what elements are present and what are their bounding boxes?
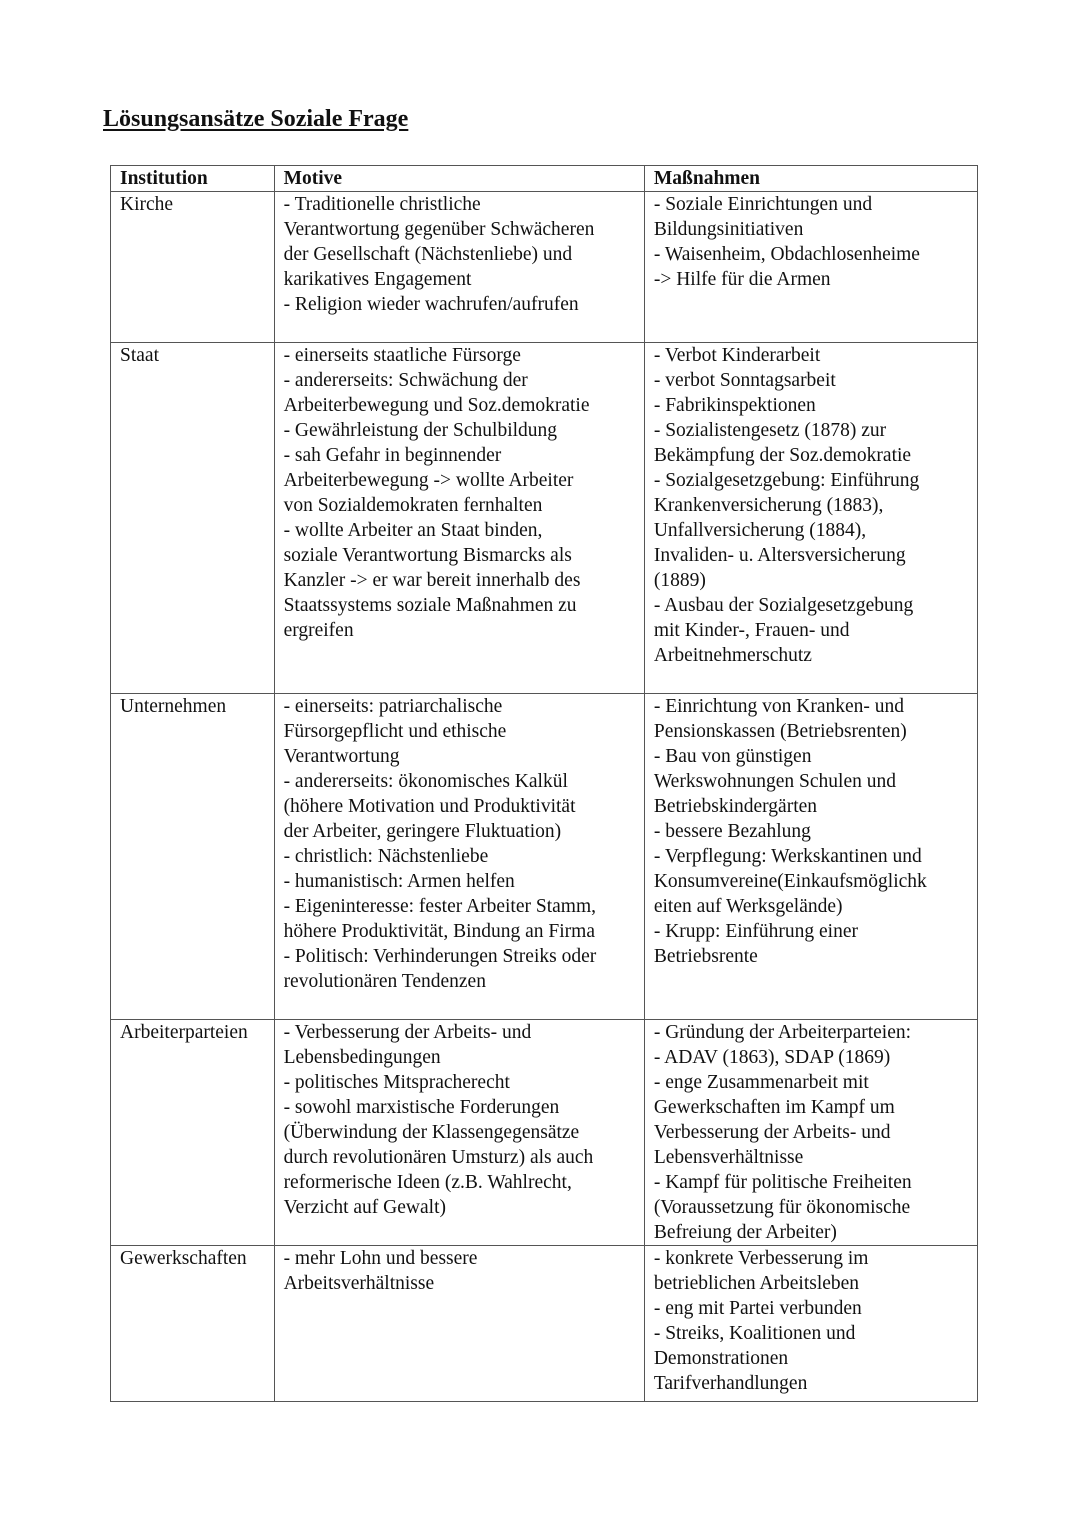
massnahmen-line: Bildungsinitiativen	[653, 219, 804, 240]
massnahmen-line: - Einrichtung von Kranken- und	[653, 696, 905, 717]
cell-institution: Arbeiterparteien	[111, 1020, 275, 1246]
motive-line: Staatssystems soziale Maßnahmen zu	[283, 595, 577, 616]
cell-motive	[274, 694, 644, 1020]
motive-line: Verzicht auf Gewalt)	[283, 1197, 446, 1218]
table-row	[111, 192, 978, 343]
massnahmen-line: - Krupp: Einführung einer	[653, 921, 858, 942]
motive-line: der Gesellschaft (Nächstenliebe) und	[283, 244, 573, 265]
motive-line: - andererseits: ökonomisches Kalkül	[283, 771, 568, 792]
massnahmen-line: - konkrete Verbesserung im	[653, 1248, 869, 1269]
cell-institution: Unternehmen	[111, 694, 275, 1020]
table-row	[111, 1246, 978, 1402]
cell-motive	[274, 192, 644, 343]
motive-line: Verantwortung gegenüber Schwächeren	[283, 219, 595, 240]
motive-line: Arbeiterbewegung und Soz.demokratie	[283, 395, 590, 416]
massnahmen-line: - Ausbau der Sozialgesetzgebung	[653, 595, 914, 616]
motive-line: - Verbesserung der Arbeits- und	[283, 1022, 532, 1043]
massnahmen-line: Befreiung der Arbeiter)	[653, 1222, 837, 1243]
cell-massnahmen	[644, 1246, 977, 1402]
motive-line: - Traditionelle christliche	[283, 194, 481, 215]
header-institution: Institution	[111, 166, 275, 192]
massnahmen-line: Tarifverhandlungen	[653, 1373, 808, 1394]
massnahmen-line: Verbesserung der Arbeits- und	[653, 1122, 891, 1143]
motive-line: revolutionären Tendenzen	[283, 971, 486, 992]
cell-institution: Staat	[111, 343, 275, 694]
motive-line: - einerseits: patriarchalische	[283, 696, 503, 717]
massnahmen-line: Bekämpfung der Soz.demokratie	[653, 445, 912, 466]
motive-line: (höhere Motivation und Produktivität	[283, 796, 576, 817]
massnahmen-line: Invaliden- u. Altersversicherung	[653, 545, 906, 566]
massnahmen-line: Betriebsrente	[653, 946, 758, 967]
motive-line: - politisches Mitspracherecht	[283, 1072, 510, 1093]
motive-line: - Religion wieder wachrufen/aufrufen	[283, 294, 579, 315]
motive-line: (Überwindung der Klassengegensätze	[283, 1122, 580, 1143]
motive-line: Verantwortung	[283, 746, 400, 767]
motive-line: - humanistisch: Armen helfen	[283, 871, 515, 892]
table-header-row	[111, 166, 978, 192]
massnahmen-line: - Sozialistengesetz (1878) zur	[653, 420, 887, 441]
motive-line: soziale Verantwortung Bismarcks als	[283, 545, 572, 566]
motive-line: - sowohl marxistische Forderungen	[283, 1097, 560, 1118]
massnahmen-line: eiten auf Werksgelände)	[653, 896, 843, 917]
massnahmen-line: (1889)	[653, 570, 706, 591]
massnahmen-line: - Streiks, Koalitionen und	[653, 1323, 856, 1344]
cell-motive	[274, 343, 644, 694]
motive-line: - mehr Lohn und bessere	[283, 1248, 478, 1269]
massnahmen-line: Unfallversicherung (1884),	[653, 520, 867, 541]
header-motive: Motive	[274, 166, 644, 192]
page-title: Lösungsansätze Soziale Frage	[103, 106, 409, 132]
massnahmen-line: - Soziale Einrichtungen und	[653, 194, 873, 215]
motive-line: ergreifen	[283, 620, 354, 641]
massnahmen-line: Werkswohnungen Schulen und	[653, 771, 896, 792]
massnahmen-line: -> Hilfe für die Armen	[653, 269, 831, 290]
massnahmen-line: - enge Zusammenarbeit mit	[653, 1072, 869, 1093]
motive-line: reformerische Ideen (z.B. Wahlrecht,	[283, 1172, 572, 1193]
motive-line: - Eigeninteresse: fester Arbeiter Stamm,	[283, 896, 597, 917]
massnahmen-line: - Gründung der Arbeiterparteien:	[653, 1022, 912, 1043]
massnahmen-line: - eng mit Partei verbunden	[653, 1298, 862, 1319]
motive-line: - wollte Arbeiter an Staat binden,	[283, 520, 543, 541]
massnahmen-line: - Fabrikinspektionen	[653, 395, 816, 416]
motive-line: - einerseits staatliche Fürsorge	[283, 345, 521, 366]
cell-massnahmen	[644, 1020, 977, 1246]
solutions-table	[110, 165, 978, 1402]
motive-line: höhere Produktivität, Bindung an Firma	[283, 921, 595, 942]
motive-line: Arbeiterbewegung -> wollte Arbeiter	[283, 470, 574, 491]
motive-line: Kanzler -> er war bereit innerhalb des	[283, 570, 581, 591]
massnahmen-line: - Bau von günstigen	[653, 746, 812, 767]
massnahmen-line: - Sozialgesetzgebung: Einführung	[653, 470, 920, 491]
massnahmen-line: Konsumvereine(Einkaufsmöglichk	[653, 871, 927, 892]
massnahmen-line: - verbot Sonntagsarbeit	[653, 370, 836, 391]
motive-line: der Arbeiter, geringere Fluktuation)	[283, 821, 562, 842]
motive-line: karikatives Engagement	[283, 269, 472, 290]
massnahmen-line: (Voraussetzung für ökonomische	[653, 1197, 911, 1218]
motive-line: Lebensbedingungen	[283, 1047, 441, 1068]
motive-line: von Sozialdemokraten fernhalten	[283, 495, 543, 516]
cell-institution: Kirche	[111, 192, 275, 343]
motive-line: - Politisch: Verhinderungen Streiks oder	[283, 946, 597, 967]
table-row	[111, 1020, 978, 1246]
table-row	[111, 343, 978, 694]
cell-institution: Gewerkschaften	[111, 1246, 275, 1402]
massnahmen-line: Demonstrationen	[653, 1348, 789, 1369]
massnahmen-line: - Waisenheim, Obdachlosenheime	[653, 244, 920, 265]
massnahmen-line: Pensionskassen (Betriebsrenten)	[653, 721, 907, 742]
motive-line: - andererseits: Schwächung der	[283, 370, 528, 391]
cell-massnahmen	[644, 343, 977, 694]
motive-line: durch revolutionären Umsturz) als auch	[283, 1147, 594, 1168]
cell-motive	[274, 1246, 644, 1402]
massnahmen-line: Arbeitnehmerschutz	[653, 645, 812, 666]
massnahmen-line: Krankenversicherung (1883),	[653, 495, 884, 516]
massnahmen-line: betrieblichen Arbeitsleben	[653, 1273, 860, 1294]
table-body	[111, 192, 978, 1402]
motive-line: Fürsorgepflicht und ethische	[283, 721, 507, 742]
cell-massnahmen	[644, 694, 977, 1020]
motive-line: Arbeitsverhältnisse	[283, 1273, 435, 1294]
massnahmen-line: Betriebskindergärten	[653, 796, 818, 817]
motive-line: - christlich: Nächstenliebe	[283, 846, 489, 867]
massnahmen-line: - Kampf für politische Freiheiten	[653, 1172, 912, 1193]
massnahmen-line: - Verpflegung: Werkskantinen und	[653, 846, 922, 867]
cell-massnahmen	[644, 192, 977, 343]
massnahmen-line: - ADAV (1863), SDAP (1869)	[653, 1047, 891, 1068]
massnahmen-line: Gewerkschaften im Kampf um	[653, 1097, 895, 1118]
table-row	[111, 694, 978, 1020]
cell-motive	[274, 1020, 644, 1246]
massnahmen-line: mit Kinder-, Frauen- und	[653, 620, 850, 641]
header-massnahmen: Maßnahmen	[644, 166, 977, 192]
motive-line: - sah Gefahr in beginnender	[283, 445, 502, 466]
massnahmen-line: - Verbot Kinderarbeit	[653, 345, 821, 366]
massnahmen-line: - bessere Bezahlung	[653, 821, 811, 842]
massnahmen-line: Lebensverhältnisse	[653, 1147, 804, 1168]
motive-line: - Gewährleistung der Schulbildung	[283, 420, 558, 441]
